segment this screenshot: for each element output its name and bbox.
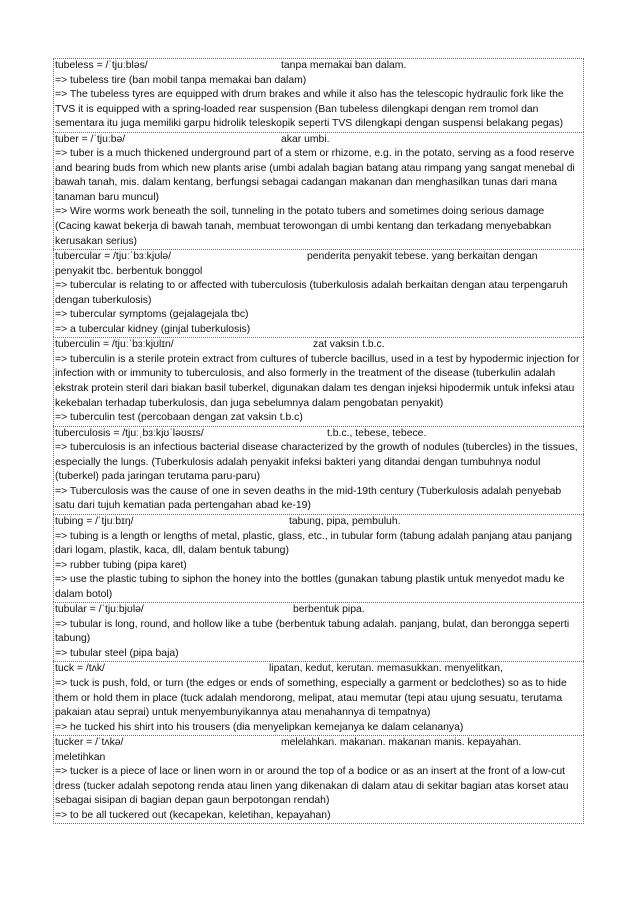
headword: tubing = /ˈtjuːbɪŋ/ [55, 515, 134, 527]
headword-line [55, 515, 582, 530]
dictionary-entry [53, 249, 584, 337]
headword: tuberculin = /tjuːˈbɜːkjʊlɪn/ [55, 339, 174, 351]
definition-line: => he tucked his shirt into his trousers (dia menyelipkan kemejanya ke dalam celananya) [55, 721, 464, 733]
translation: t.b.c., tebese, tebece. [327, 427, 427, 439]
translation: lipatan, kedut, kerutan. memasukkan. menyelitkan, [269, 663, 503, 675]
dictionary-entry [53, 426, 584, 514]
translation: tanpa memakai ban dalam. [281, 60, 407, 71]
headword: tucker = /ˈtʌkə/ [55, 737, 124, 749]
translation: berbentuk pipa. [293, 604, 365, 616]
definition-line: => rubber tubing (pipa karet) [55, 559, 187, 571]
definition-line: => tubercular symptoms (gejalagejala tbc) [55, 309, 249, 321]
headword: tubercular = /tjuːˈbɜːkjʊlə/ [55, 251, 172, 263]
definition-line: => The tubeless tyres are equipped with drum brakes and while it also has the telescopic hydraulic fork like the TVS it is equipped with a spring-loaded rear suspension (Ban tubeless dilengkapi dengan rem tromol dan sementara itu juga memiliki garpu hidrolik teleskopik seperti TVS dilengkapi dengan suspensi belakang pegas) [55, 89, 564, 130]
dictionary-entry [53, 337, 584, 425]
definition-line: => tubing is a length or lengths of metal, plastic, glass, etc., in tubular form (tabung adalah panjang atau panjang dari logam, plastik, kaca, dll, dalam bentuk tabung) [55, 530, 572, 557]
headword-line [55, 603, 582, 618]
headword-line [55, 427, 582, 442]
definition-line: => tuber is a much thickened underground part of a stem or rhizome, e.g. in the potato, serving as a food reserve and bearing buds from which new plants arise (umbi adalah bagian batang atau rimpang yang sangat menebal di bawah tanah, mis. dalam kentang, berfungsi sebagai cadangan makanan dan menghasilkan tunas dari mana tanaman baru muncul) [55, 148, 575, 203]
headword-line [55, 59, 582, 74]
definition-line: => tubercular is relating to or affected with tuberculosis (tuberkulosis adalah berkaitan dengan atau terpengaruh dengan tuberkulosis) [55, 280, 568, 306]
headword-line [55, 133, 582, 148]
headword: tubeless = /ˈtjuːbləs/ [55, 60, 148, 71]
headword-line [55, 736, 582, 751]
dictionary-entry [53, 514, 584, 602]
translation: melelahkan. makanan. makanan manis. kepayahan. [281, 737, 522, 749]
definition-line: => tubular steel (pipa baja) [55, 647, 179, 659]
headword-line [55, 250, 582, 265]
dictionary-page [53, 58, 584, 824]
definition-line: => tucker is a piece of lace or linen worn in or around the top of a bodice or as an insert at the front of a low-cut dress (tucker adalah sepotong renda atau linen yang dikenakan di dalam atau di sekitar bagian atas korset atau sebagai sisipan di bagian depan gaun berpotongan rendah) [55, 766, 569, 807]
definition-line: => tuck is push, fold, or turn (the edges or ends of something, especially a garment or bedclothes) so as to hide them or hold them in place (tuck adalah mendorong, melipat, atau memutar (tepi atau ujung sesuatu, terutama pakaian atau seprai) untuk menyembunyikannya atau menahannya di tempatnya) [55, 677, 567, 719]
definition-line: => tuberculin is a sterile protein extract from cultures of tubercle bacillus, used in a test by hypodermic injection for infection with or immunity to tuberculosis, and also formerly in the treatment of the disease (tuberkulin adalah ekstrak protein steril dari biakan basil tuberkel, digunakan dalam tes dengan injeksi hipodermik untuk infeksi atau kekebalan terhadap tuberkulosis, dan juga sebelumnya dalam pengobatan penyakit) [55, 353, 580, 409]
headword-line [55, 662, 582, 677]
translation: tabung, pipa, pembuluh. [289, 515, 401, 527]
definition-line: meletihkan [55, 751, 106, 763]
definition-line: => Wire worms work beneath the soil, tunneling in the potato tubers and sometimes doing serious damage (Cacing kawat bekerja di bawah tanah, membuat terowongan di umbi kentang dan terkadang menyebabkan kerusakan serius) [55, 206, 552, 247]
definition-line: => tubular is long, round, and hollow like a tube (berbentuk tabung adalah. panjang, bulat, dan berongga seperti tabung) [55, 618, 570, 645]
definition-line: => a tubercular kidney (ginjal tuberkulosis) [55, 323, 251, 335]
definition-line: => Tuberculosis was the cause of one in seven deaths in the mid-19th century (Tuberkulosis adalah penyebab satu dari tujuh kematian pada pertengahan abad ke-19) [55, 485, 562, 512]
definition-line: => tuberculosis is an infectious bacterial disease characterized by the growth of nodules (tubercles) in the tissues, especially the lungs. (Tuberkulosis adalah penyakit infeksi bakteri yang ditandai dengan tumbuhnya nodul (tuberkel) pada jaringan terutama paru-paru) [55, 442, 578, 483]
dictionary-entry [53, 735, 584, 824]
definition-line: => tubeless tire (ban mobil tanpa memakai ban dalam) [55, 74, 307, 86]
headword: tubular = /ˈtjuːbjʊlə/ [55, 604, 144, 616]
definition-line: => use the plastic tubing to siphon the honey into the bottles (gunakan tabung plastik untuk menyedot madu ke dalam botol) [55, 574, 565, 600]
translation: akar umbi. [281, 133, 330, 145]
translation: penderita penyakit tebese. yang berkaitan dengan [307, 251, 538, 263]
dictionary-entry [53, 132, 584, 249]
translation: zat vaksin t.b.c. [313, 339, 385, 351]
headword: tuberculosis = /tjuːˌbɜːkjʊˈləʊsɪs/ [55, 427, 204, 439]
dictionary-entry [53, 661, 584, 735]
definition-line: penyakit tbc. berbentuk bonggol [55, 265, 203, 277]
dictionary-entry [53, 58, 584, 132]
definition-line: => to be all tuckered out (kecapekan, keletihan, kepayahan) [55, 809, 331, 821]
headword: tuber = /ˈtjuːbə/ [55, 133, 126, 145]
definition-line: => tuberculin test (percobaan dengan zat vaksin t.b.c) [55, 412, 303, 424]
headword: tuck = /tʌk/ [55, 663, 105, 675]
dictionary-entry [53, 602, 584, 661]
headword-line [55, 338, 582, 353]
